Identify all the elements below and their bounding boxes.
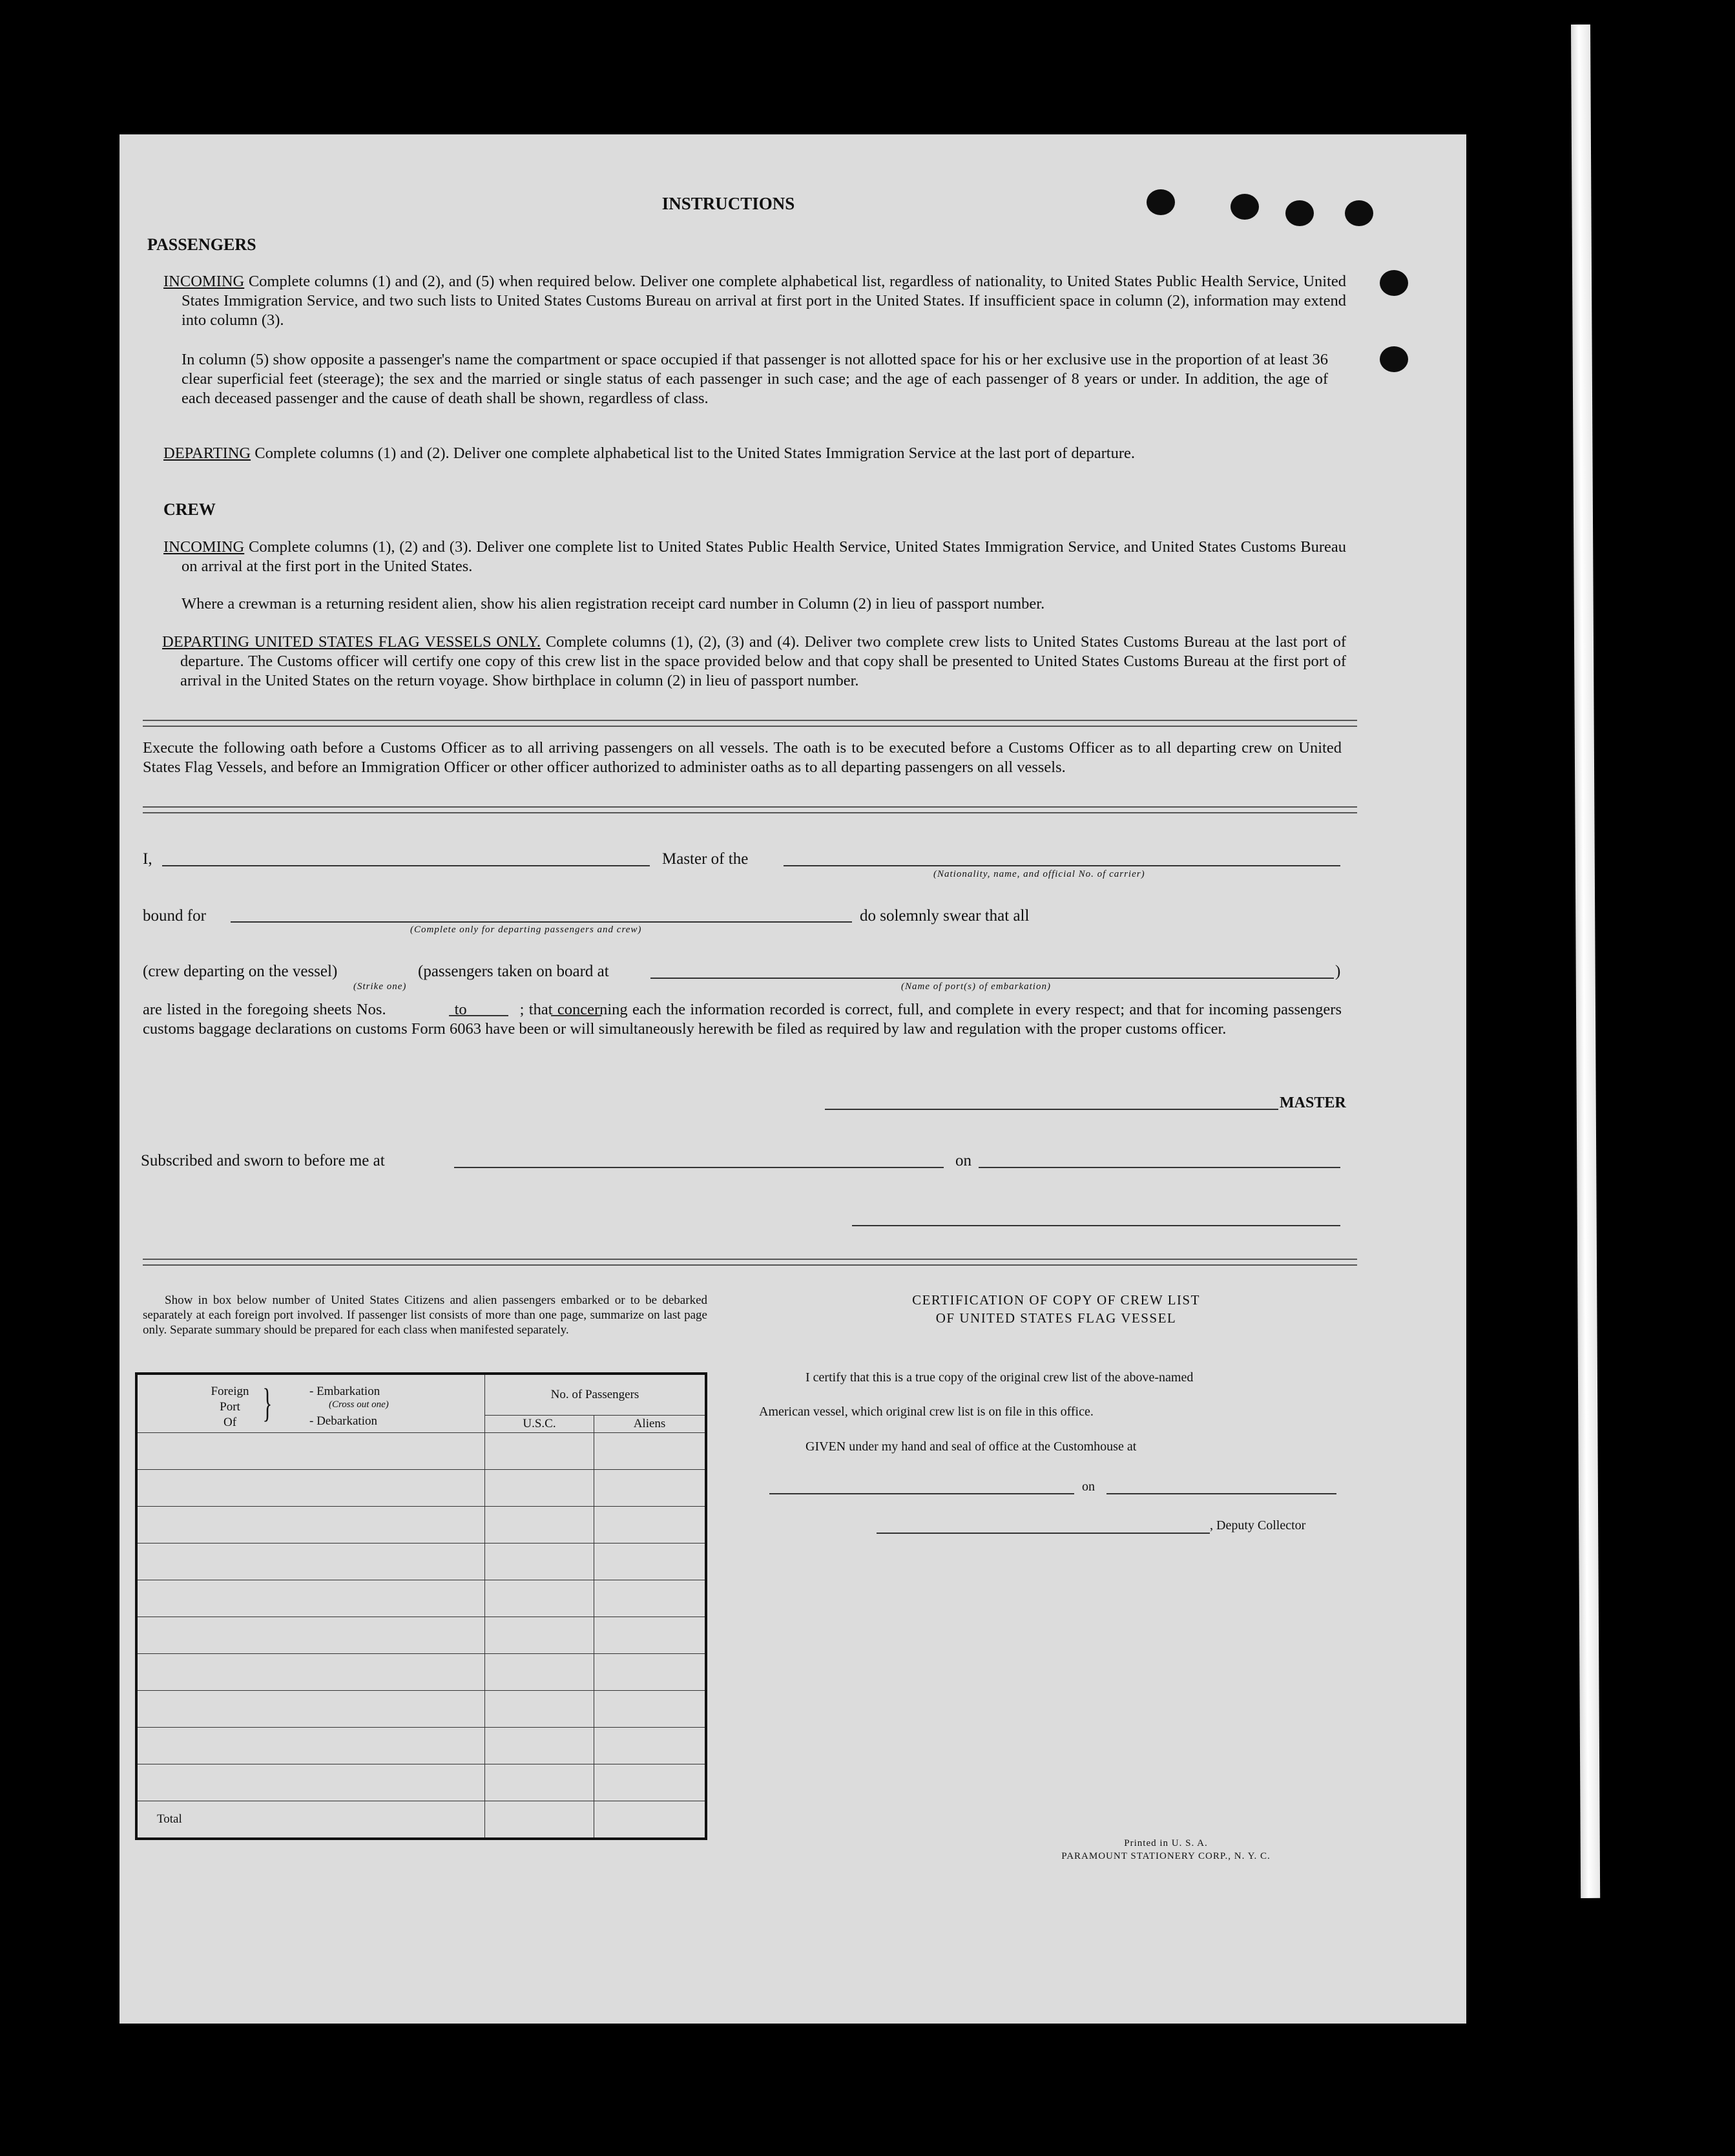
crew-departing-lead: DEPARTING UNITED STATES FLAG VESSELS ONLY. (162, 633, 541, 651)
port-cell[interactable] (136, 1544, 485, 1580)
master-of-label: Master of the (662, 850, 749, 868)
carrier-field[interactable] (784, 865, 1340, 866)
crew-heading: CREW (163, 500, 216, 519)
aliens-cell[interactable] (594, 1507, 707, 1544)
aliens-cell[interactable] (594, 1617, 707, 1654)
summary-intro: Show in box below number of United States Citizens and alien passengers embarked or to be debarked separately at each foreign port involved. If passenger list consists of more than one page, summarize on last page only. Separate summary should be prepared for each class when manifested separately. (143, 1293, 707, 1337)
passengers-departing-lead: DEPARTING (163, 445, 251, 462)
usc-cell[interactable] (485, 1691, 594, 1728)
bound-for-label: bound for (143, 907, 206, 925)
usc-cell[interactable] (485, 1433, 594, 1470)
table-row (136, 1654, 706, 1691)
port-cell[interactable] (136, 1654, 485, 1691)
total-label: Total (136, 1801, 485, 1839)
foreign-port-header (136, 1374, 485, 1433)
complete-caption: (Complete only for departing passengers and crew) (410, 925, 642, 935)
passengers-incoming-paragraph (163, 272, 1346, 330)
aliens-cell[interactable] (594, 1433, 707, 1470)
oath-instructions: Execute the following oath before a Customs Officer as to all arriving passengers on all vessels. The oath is to be executed before a Customs Officer as to all departing crew on United States Flag Vessels, and before an Immigration Officer or other officer authorized to administer oaths as to all departing passengers on all vessels. (143, 739, 1342, 776)
punch-hole-icon (1380, 270, 1408, 296)
total-usc-cell[interactable] (485, 1801, 594, 1839)
usc-cell[interactable] (485, 1617, 594, 1654)
crew-incoming-lead: INCOMING (163, 538, 245, 556)
crew-departing-option[interactable]: (crew departing on the vessel) (143, 963, 338, 980)
passengers-taken-option[interactable]: (passengers taken on board at (418, 963, 609, 980)
listed-to: to (454, 1001, 467, 1018)
certification-heading-line2: OF UNITED STATES FLAG VESSEL (935, 1310, 1177, 1326)
aliens-cell[interactable] (594, 1728, 707, 1764)
listed-text-b: ; that concerning each the information recorded is correct, full, and complete in every respect; and that for incoming passengers customs baggage declarations on customs Form 6063 have been or will simultaneously herewith be filed as required by law and regulation with the proper customs officer. (143, 1001, 1342, 1038)
port-cell[interactable] (136, 1691, 485, 1728)
certification-heading (772, 1291, 1340, 1327)
table-row (136, 1691, 706, 1728)
aliens-header: Aliens (594, 1416, 707, 1433)
usc-cell[interactable] (485, 1728, 594, 1764)
passengers-heading: PASSENGERS (147, 235, 256, 254)
no-passengers-header: No. of Passengers (485, 1374, 707, 1416)
aliens-cell[interactable] (594, 1470, 707, 1507)
port-cell[interactable] (136, 1507, 485, 1544)
aliens-cell[interactable] (594, 1544, 707, 1580)
port-caption: (Name of port(s) of embarkation) (901, 981, 1051, 992)
master-signature-field[interactable] (825, 1109, 1278, 1110)
port-cell[interactable] (136, 1580, 485, 1617)
port-cell[interactable] (136, 1728, 485, 1764)
usc-cell[interactable] (485, 1764, 594, 1801)
usc-header: U.S.C. (485, 1416, 594, 1433)
passengers-departing-text: Complete columns (1) and (2). Deliver one complete alphabetical list to the United States Immigration Service at the last port of departure. (251, 445, 1135, 462)
certify-line2: American vessel, which original crew list is on file in this office. (759, 1405, 1094, 1419)
table-row (136, 1617, 706, 1654)
certify-on-label: on (1082, 1480, 1095, 1494)
col-of: Of (223, 1416, 237, 1429)
embarkation-port-field[interactable] (650, 978, 1334, 979)
close-paren: ) (1335, 963, 1341, 980)
customhouse-field[interactable] (769, 1493, 1074, 1494)
aliens-cell[interactable] (594, 1691, 707, 1728)
certify-line1: I certify that this is a true copy of the original crew list of the above-named (805, 1370, 1194, 1385)
passenger-summary-table (135, 1372, 707, 1840)
crew-departing-paragraph (162, 633, 1346, 691)
table-row (136, 1433, 706, 1470)
crew-resident-paragraph: Where a crewman is a returning resident alien, show his alien registration receipt card number in Column (2) in lieu of passport number. (182, 595, 1045, 612)
col-foreign: Foreign (211, 1385, 249, 1398)
deputy-signature-field[interactable] (877, 1533, 1210, 1534)
destination-field[interactable] (231, 921, 852, 923)
punch-hole-icon (1380, 346, 1408, 372)
certify-line3: GIVEN under my hand and seal of office at the Customhouse at (805, 1439, 1137, 1454)
subscribed-label: Subscribed and sworn to before me at (141, 1152, 385, 1169)
printer-imprint (1030, 1837, 1302, 1863)
usc-cell[interactable] (485, 1654, 594, 1691)
crew-departing-text: Complete columns (1), (2), (3) and (4). Deliver two complete crew lists to United States Customs Bureau at the last port of departure. The Customs officer will certify one copy of this crew list in the space provided below and that copy shall be presented to United States Customs Bureau at the first port of arrival in the United States on the return voyage. Show birthplace in column (2) in lieu of passport number. (180, 633, 1346, 689)
listed-text-a: are listed in the foregoing sheets Nos. (143, 1001, 386, 1018)
nationality-caption: (Nationality, name, and official No. of carrier) (933, 869, 1145, 879)
aliens-cell[interactable] (594, 1580, 707, 1617)
table-row (136, 1728, 706, 1764)
table-row (136, 1544, 706, 1580)
master-name-field[interactable] (162, 865, 650, 866)
table-row (136, 1470, 706, 1507)
brace-icon: } (262, 1381, 273, 1425)
passengers-incoming-text: Complete columns (1) and (2), and (5) when required below. Deliver one complete alphabetical list, regardless of nationality, to United States Public Health Service, United States Immigration Service, and two such lists to United States Customs Bureau on arrival at first port in the United States. If insufficient space in column (2), information may extend into column (3). (182, 273, 1346, 329)
master-label: MASTER (1280, 1094, 1346, 1111)
aliens-cell[interactable] (594, 1654, 707, 1691)
paper-strip (1571, 25, 1600, 1898)
printed-in-usa: Printed in U. S. A. (1124, 1838, 1208, 1848)
table-row (136, 1764, 706, 1801)
debarkation-label[interactable]: - Debarkation (309, 1414, 377, 1428)
punch-hole-icon (1345, 200, 1373, 226)
port-cell[interactable] (136, 1764, 485, 1801)
total-row (136, 1801, 706, 1839)
sworn-place-field[interactable] (454, 1167, 944, 1168)
passengers-departing-paragraph (163, 444, 1346, 463)
table-row (136, 1580, 706, 1617)
i-label: I, (143, 850, 152, 868)
printer-name: PARAMOUNT STATIONERY CORP., N. Y. C. (1061, 1851, 1271, 1861)
embarkation-label[interactable]: - Embarkation (309, 1385, 380, 1398)
listed-paragraph (143, 1000, 1342, 1039)
instructions-title: INSTRUCTIONS (661, 194, 795, 213)
certify-date-field[interactable] (1106, 1493, 1336, 1494)
total-aliens-cell[interactable] (594, 1801, 707, 1839)
port-cell[interactable] (136, 1433, 485, 1470)
crew-incoming-paragraph (163, 538, 1346, 576)
passengers-column5-paragraph: In column (5) show opposite a passenger's name the compartment or space occupied if that passenger is not allotted space for his or her exclusive use in the proportion of at least 36 clear superficial feet (steerage); the sex and the married or single status of each passenger in such case; and the age of each passenger of 8 years or under. In addition, the age of each deceased passenger and the cause of death shall be shown, regardless of class. (182, 351, 1328, 407)
swear-text: do solemnly swear that all (860, 907, 1030, 925)
divider (143, 720, 1357, 727)
certification-heading-line1: CERTIFICATION OF COPY OF CREW LIST (912, 1292, 1200, 1308)
port-cell[interactable] (136, 1470, 485, 1507)
usc-cell[interactable] (485, 1507, 594, 1544)
usc-cell[interactable] (485, 1544, 594, 1580)
usc-cell[interactable] (485, 1470, 594, 1507)
cross-out-caption: (Cross out one) (329, 1399, 389, 1410)
deputy-collector-label: , Deputy Collector (1210, 1518, 1306, 1533)
form-page (119, 134, 1466, 2024)
sworn-on-label: on (955, 1152, 971, 1169)
crew-incoming-text: Complete columns (1), (2) and (3). Deliver one complete list to United States Public Health Service, United States Immigration Service, and United States Customs Bureau on arrival at the first port in the United States. (182, 538, 1346, 575)
officer-signature-field[interactable] (852, 1225, 1340, 1226)
strike-caption: (Strike one) (353, 981, 407, 992)
table-row (136, 1507, 706, 1544)
aliens-cell[interactable] (594, 1764, 707, 1801)
divider (143, 806, 1357, 813)
col-port: Port (220, 1400, 240, 1414)
usc-cell[interactable] (485, 1580, 594, 1617)
sworn-date-field[interactable] (979, 1167, 1340, 1168)
passengers-incoming-lead: INCOMING (163, 273, 245, 290)
divider (143, 1259, 1357, 1266)
port-cell[interactable] (136, 1617, 485, 1654)
